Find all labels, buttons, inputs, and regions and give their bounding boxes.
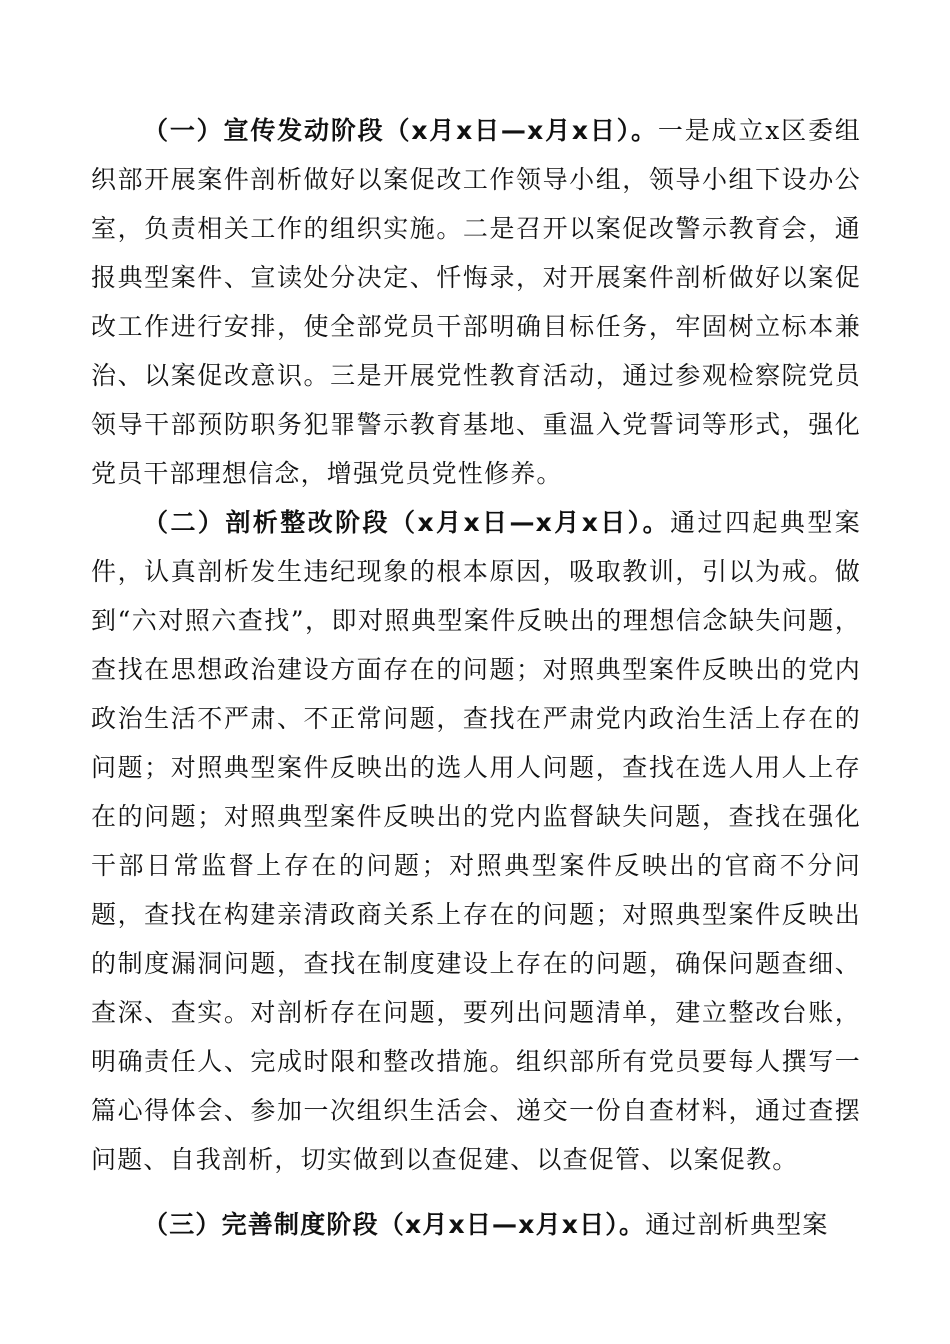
section-2-heading: （二）剖析整改阶段（x月x日—x月x日）。 [143,508,671,537]
section-1-heading: （一）宣传发动阶段（x月x日—x月x日）。 [143,116,658,145]
section-3-body: 通过剖析典型案 [645,1210,829,1239]
section-3-heading: （三）完善制度阶段（x月x日—x月x日）。 [143,1210,646,1239]
section-2-body: 通过四起典型案件，认真剖析发生违纪现象的根本原因，吸取教训，引以为戒。做到“六对照六查找”，即对照典型案件反映出的理想信念缺失问题，查找在思想政治建设方面存在的问题；对照典型案件反映出的党内政治生活不严肃、不正常问题，查找在严肃党内政治生活上存在的问题；对照典型案件反映出的选人用人问题，查找在选人用人上存在的问题；对照典型案件反映出的党内监督缺失问题，查找在强化干部日常监督上存在的问题；对照典型案件反映出的官商不分问题，查找在构建亲清政商关系上存在的问题；对照典型案件反映出的制度漏洞问题，查找在制度建设上存在的问题，确保问题查细、查深、查实。对剖析存在问题，要列出问题清单，建立整改台账，明确责任人、完成时限和整改措施。组织部所有党员要每人撰写一篇心得体会、参加一次组织生活会、递交一份自查材料，通过查摆问题、自我剖析，切实做到以查促建、以查促管、以案促教。 [91,508,861,1174]
section-3-paragraph [91,1200,861,1249]
section-1-paragraph [91,106,861,498]
section-1-body: 一是成立x区委组织部开展案件剖析做好以案促改工作领导小组，领导小组下设办公室，负责相关工作的组织实施。二是召开以案促改警示教育会，通报典型案件、宣读处分决定、忏悔录，对开展案件剖析做好以案促改工作进行安排，使全部党员干部明确目标任务，牢固树立标本兼治、以案促改意识。三是开展党性教育活动，通过参观检察院党员领导干部预防职务犯罪警示教育基地、重温入党誓词等形式，强化党员干部理想信念，增强党员党性修养。 [91,116,861,488]
section-2-paragraph [91,498,861,1184]
